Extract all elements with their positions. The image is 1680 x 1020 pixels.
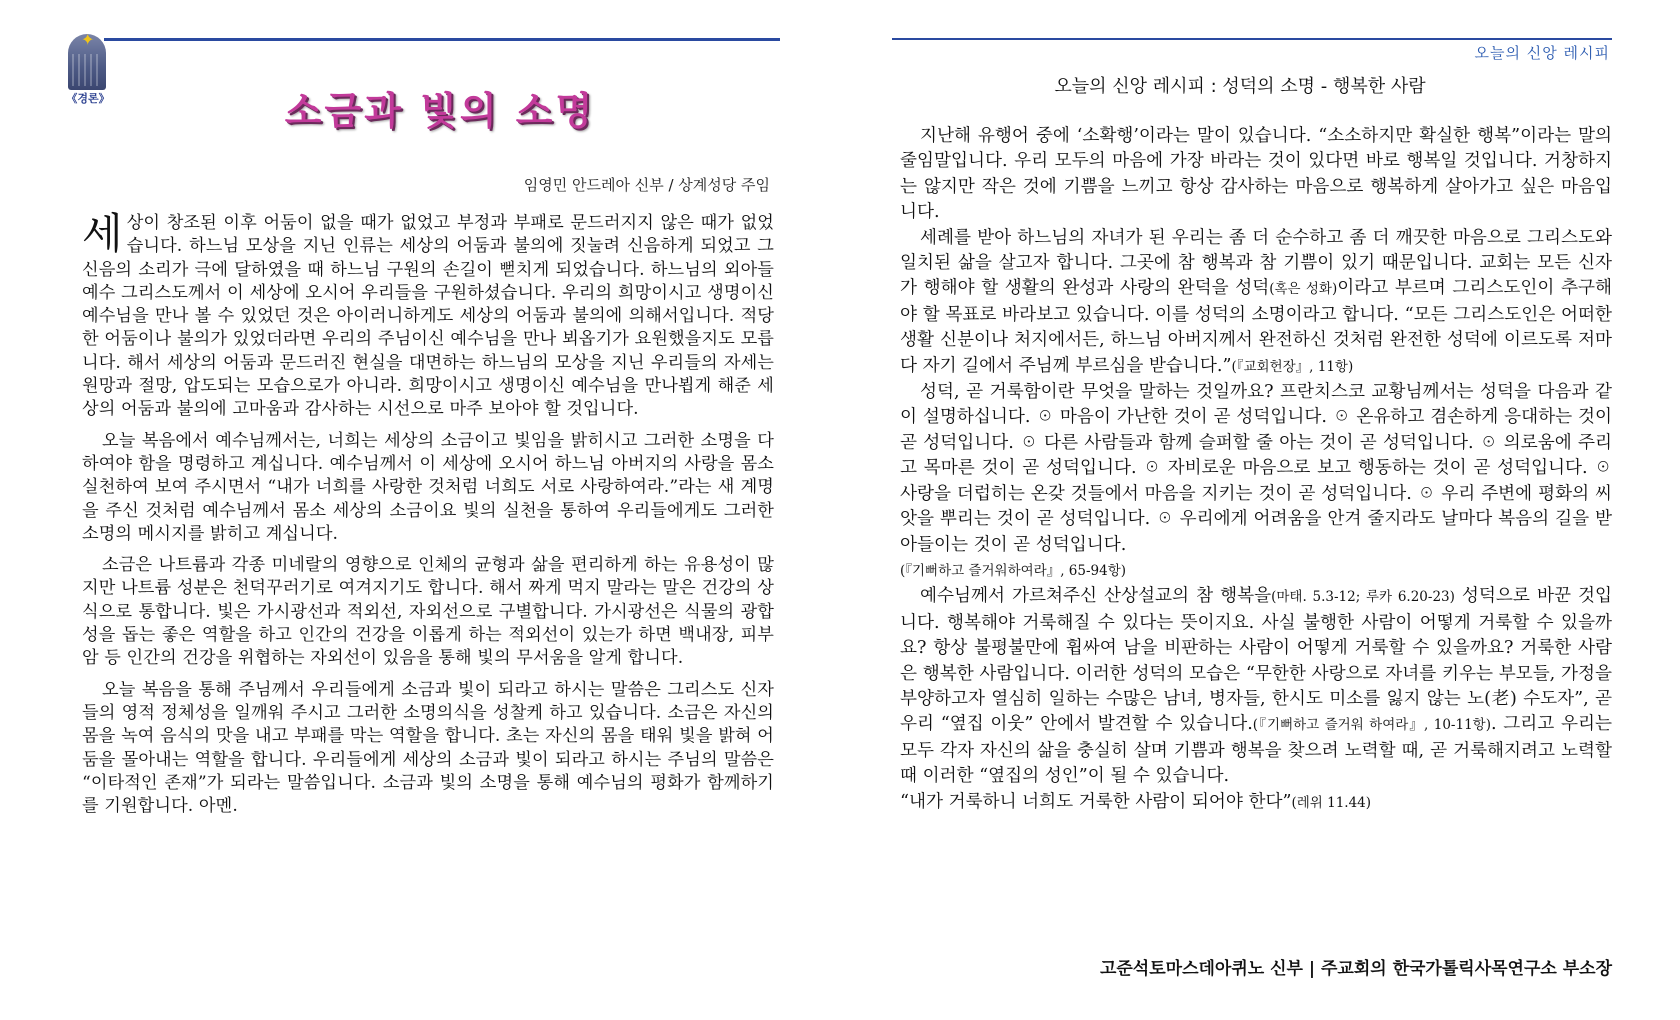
drop-cap: 세	[82, 209, 123, 258]
author-signature: 고준석토마스데아퀴노 신부 | 주교회의 한국가톨릭사목연구소 부소장	[1099, 959, 1612, 979]
closing-quote: “내가 거룩하니 너희도 거룩한 사람이 되어야 한다”(레위 11.44)	[900, 791, 1372, 812]
paragraph: 소금은 나트륨과 각종 미네랄의 영향으로 인체의 균형과 삶을 편리하게 하는 유용성이 많지만 나트륨 성분은 천덕꾸러기로 여겨지기도 합니다. 해서 짜게 먹지 말라는 말은 건강의 상식으로 통합니다. 빛은 가시광선과 적외선, 자외선으로 구별합니다. 가시광선은 식물의 광합성을 돕는 좋은 역할을 하고 인간의 건강을 이롭게 하는 적외선이 있는가 하면 백내장, 피부암 등 인간의 건강을 위협하는 자외선이 있음을 통해 빛의 무서움을 알게 합니다.	[82, 555, 774, 669]
right-article-body	[900, 124, 1612, 816]
paragraph: 오늘 복음에서 예수님께서는, 너희는 세상의 소금이고 빛임을 밝히시고 그러한 소명을 다하여야 함을 명령하고 계십니다. 예수님께서 이 세상에 오시어 하느님 아버지의 사랑을 몸소 실천하여 보여 주시면서 “내가 너희를 사랑한 것처럼 너희도 서로 사랑하여라.”라는 새 계명을 주신 것처럼 예수님께서 몸소 세상의 소금이요 빛의 실천을 통하여 우리들에게도 그러한 소명의 메시지를 밝히고 계십니다.	[82, 430, 774, 544]
right-page	[880, 0, 1680, 1020]
header-rule	[892, 38, 1612, 40]
logo-text: 《경론》	[66, 92, 110, 105]
paragraph: 세례를 받아 하느님의 자녀가 된 우리는 좀 더 순수하고 좀 더 깨끗한 마음으로 그리스도와 일치된 삶을 살고자 합니다. 그곳에 참 행복과 참 기쁨이 있기 때문입니다. 교회는 모든 신자가 행해야 할 생활의 완성과 사랑의 완덕을 성덕(혹은 성화)이라고 부르며 그리스도인이 추구해야 할 목표로 바라보고 있습니다. 이를 성덕의 소명이라고 합니다. “모든 그리스도인은 어떠한 생활 신분이나 처지에서든, 하느님 아버지께서 완전하신 것처럼 완전한 성덕에 이르도록 저마다 자기 길에서 주님께 부르심을 받습니다.”(『교회헌장』, 11항)	[900, 227, 1612, 376]
parish-logo	[66, 34, 110, 104]
star-icon: ✦	[81, 34, 95, 49]
paragraph: 성덕, 곧 거룩함이란 무엇을 말하는 것일까요? 프란치스코 교황님께서는 성덕을 다음과 같이 설명하십니다. ☉ 마음이 가난한 것이 곧 성덕입니다. ☉ 온유하고 겸손하게 응대하는 것이 곧 성덕입니다. ☉ 다른 사람들과 함께 슬퍼할 줄 아는 것이 곧 성덕입니다. ☉ 의로움에 주리고 목마른 것이 곧 성덕입니다. ☉ 자비로운 마음으로 보고 행동하는 것이 곧 성덕입니다. ☉ 사랑을 더럽히는 온갖 것들에서 마음을 지키는 것이 곧 성덕입니다. ☉ 우리 주변에 평화의 씨앗을 뿌리는 것이 곧 성덕입니다. ☉ 우리에게 어려움을 안겨 줄지라도 날마다 복음의 길을 받아들이는 것이 곧 성덕입니다. (『기뻐하고 즐거워하여라』, 65-94항)	[900, 382, 1612, 579]
paragraph: 세상이 창조된 이후 어둠이 없을 때가 없었고 부정과 부패로 문드러지지 않은 때가 없었습니다. 하느님 모상을 지닌 인류는 세상의 어둠과 불의에 짓눌려 신음하게 되었고 그 신음의 소리가 극에 달하였을 때 하느님 구원의 손길이 뻗치게 되었습니다. 하느님의 외아들 예수 그리스도께서 이 세상에 오시어 우리들을 구원하셨습니다. 우리의 희망이시고 생명이신 예수님을 만나 볼 수 있었던 것은 아이러니하게도 세상의 어둠과 불의에 의해서입니다. 적당한 어둠이나 불의가 있었더라면 우리의 주님이신 예수님을 만나 뵈옵기가 요원했을지도 모릅니다. 해서 세상의 어둠과 문드러진 현실을 대면하는 하느님의 모상을 지닌 우리들의 자세는 원망과 절망, 압도되는 모습으로가 아니라. 희망이시고 생명이신 예수님을 만나뵙게 해준 세상의 어둠과 불의에 고마움과 감사하는 시선으로 마주 보아야 할 것입니다.	[82, 209, 774, 420]
article-title: 소금과 빛의 소명	[284, 89, 596, 133]
church-window-icon	[68, 34, 106, 90]
paragraph: 오늘 복음을 통해 주님께서 우리들에게 소금과 빛이 되라고 하시는 말씀은 그리스도 신자들의 영적 정체성을 일깨워 주시고 그러한 소명의식을 성찰케 하고 있습니다. 소금은 자신의 몸을 녹여 음식의 맛을 내고 부패를 막는 역할을 합니다. 초는 자신의 몸을 태워 빛을 밝혀 어둠을 몰아내는 역할을 합니다. 우리들에게 세상의 소금과 빛이 되라고 하시는 주님의 말씀은 “이타적인 존재”가 되라는 말씀입니다. 소금과 빛의 소명을 통해 예수님의 평화가 함께하기를 기원합니다. 아멘.	[82, 679, 774, 817]
paragraph: 지난해 유행어 중에 ‘소확행’이라는 말이 있습니다. “소소하지만 확실한 행복”이라는 말의 줄임말입니다. 우리 모두의 마음에 가장 바라는 것이 있다면 바로 행복일 것입니다. 거창하지는 않지만 작은 것에 기쁨을 느끼고 항상 감사하는 마음으로 행복하게 살아가고 싶은 마음입니다.	[900, 126, 1612, 223]
article-subtitle: 오늘의 신앙 레시피 : 성덕의 소명 - 행복한 사람	[1054, 76, 1426, 97]
section-tag: 오늘의 신앙 레시피	[1474, 44, 1610, 62]
left-page	[0, 0, 800, 1020]
header-rule	[104, 38, 780, 41]
article-author: 임영민 안드레아 신부 / 상계성당 주임	[523, 176, 770, 194]
paragraph: 예수님께서 가르쳐주신 산상설교의 참 행복을(마태. 5.3-12; 루카 6.20-23) 성덕으로 바꾼 것입니다. 행복해야 거룩해질 수 있다는 뜻이지요. 사실 불행한 사람이 어떻게 거룩할 수 있을까요? 항상 불평불만에 휩싸여 남을 비판하는 사람이 어떻게 거룩할 수 있을까요? 거룩한 사람은 행복한 사람입니다. 이러한 성덕의 모습은 “무한한 사랑으로 자녀를 키우는 부모들, 가정을 부양하고자 열심히 일하는 수많은 남녀, 병자들, 한시도 미소를 잃지 않는 노(老) 수도자”, 곧 우리 “옆집 이웃” 안에서 발견할 수 있습니다.(『기뻐하고 즐거워 하여라』, 10-11항). 그리고 우리는 모두 각자 자신의 삶을 충실히 살며 기쁨과 행복을 찾으려 노력할 때, 곧 거룩해지려고 노력할 때 이러한 “옆집의 성인”이 될 수 있습니다.	[900, 586, 1612, 787]
left-article-body	[82, 209, 774, 826]
